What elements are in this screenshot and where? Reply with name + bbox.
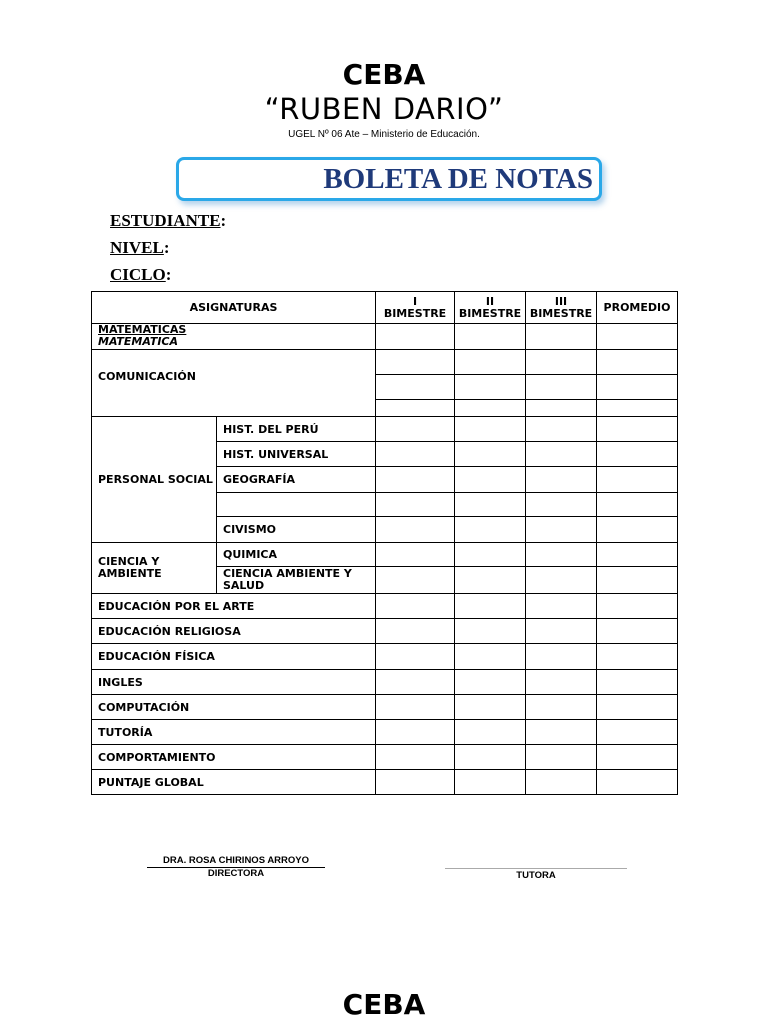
grade-cell[interactable]	[526, 324, 597, 350]
subject-matematicas	[92, 324, 376, 350]
grade-cell[interactable]	[376, 375, 455, 400]
subject-hist-peru: HIST. DEL PERÚ	[217, 417, 376, 442]
grade-cell[interactable]	[455, 517, 526, 543]
grade-cell[interactable]	[597, 350, 678, 375]
level-field	[110, 238, 170, 258]
grade-cell[interactable]	[526, 543, 597, 567]
tutor-role: TUTORA	[516, 870, 556, 881]
cycle-field	[110, 265, 171, 285]
grade-cell[interactable]	[526, 375, 597, 400]
subject-civismo: CIVISMO	[217, 517, 376, 543]
grade-cell[interactable]	[455, 770, 526, 795]
grade-cell[interactable]	[376, 350, 455, 375]
grade-cell[interactable]	[597, 400, 678, 417]
grade-cell[interactable]	[526, 619, 597, 644]
grade-cell[interactable]	[597, 493, 678, 517]
grade-cell[interactable]	[455, 745, 526, 770]
footer-school-name: CEBA	[342, 988, 426, 1021]
grade-cell[interactable]	[526, 517, 597, 543]
subject-ingles: INGLES	[92, 670, 376, 695]
subject-comportamiento: COMPORTAMIENTO	[92, 745, 376, 770]
table-row	[92, 644, 678, 670]
grade-cell[interactable]	[597, 567, 678, 594]
grade-cell[interactable]	[597, 417, 678, 442]
school-name: CEBA	[342, 58, 426, 91]
grade-cell[interactable]	[455, 594, 526, 619]
grade-cell[interactable]	[526, 442, 597, 467]
report-card-banner	[176, 157, 602, 201]
table-row	[92, 720, 678, 745]
grade-cell[interactable]	[526, 493, 597, 517]
grade-cell[interactable]	[376, 670, 455, 695]
grade-cell[interactable]	[526, 467, 597, 493]
grade-cell[interactable]	[455, 695, 526, 720]
grade-cell[interactable]	[597, 745, 678, 770]
grade-cell[interactable]	[526, 745, 597, 770]
grade-cell[interactable]	[376, 770, 455, 795]
grade-cell[interactable]	[455, 467, 526, 493]
grade-cell[interactable]	[455, 493, 526, 517]
grade-cell[interactable]	[455, 567, 526, 594]
grade-cell[interactable]	[526, 670, 597, 695]
subject-empty	[217, 493, 376, 517]
subject-tutoria: TUTORÍA	[92, 720, 376, 745]
grade-cell[interactable]	[597, 619, 678, 644]
grade-cell[interactable]	[455, 644, 526, 670]
table-row	[92, 350, 678, 375]
level-label: NIVEL	[110, 238, 164, 257]
grade-cell[interactable]	[526, 400, 597, 417]
grade-cell[interactable]	[526, 695, 597, 720]
subject-fisica: EDUCACIÓN FÍSICA	[92, 644, 376, 670]
grade-cell[interactable]	[376, 467, 455, 493]
grades-table	[91, 291, 678, 795]
grade-cell[interactable]	[597, 467, 678, 493]
grade-cell[interactable]	[526, 417, 597, 442]
grade-cell[interactable]	[455, 350, 526, 375]
grade-cell[interactable]	[376, 543, 455, 567]
subject-hist-universal: HIST. UNIVERSAL	[217, 442, 376, 467]
grade-cell[interactable]	[376, 517, 455, 543]
director-name: DRA. ROSA CHIRINOS ARROYO	[147, 855, 325, 868]
grade-cell[interactable]	[376, 400, 455, 417]
table-row	[92, 324, 678, 350]
grade-cell[interactable]	[526, 567, 597, 594]
student-name-field	[110, 211, 226, 231]
grade-cell[interactable]	[455, 720, 526, 745]
school-subtitle: UGEL Nº 06 Ate – Ministerio de Educación.	[288, 129, 480, 140]
grade-cell[interactable]	[455, 670, 526, 695]
area-personal-social: PERSONAL SOCIAL	[92, 417, 217, 543]
table-row	[92, 543, 678, 567]
table-header-row	[92, 292, 678, 324]
header-bimestre-1: I BIMESTRE	[376, 292, 455, 324]
subject-computacion: COMPUTACIÓN	[92, 695, 376, 720]
report-card-title: BOLETA DE NOTAS	[323, 163, 593, 195]
subject-ciencia-ambiente-salud: CIENCIA AMBIENTE Y SALUD	[217, 567, 376, 594]
header-bimestre-2: II BIMESTRE	[455, 292, 526, 324]
header-promedio: PROMEDIO	[597, 292, 678, 324]
school-title: “RUBEN DARIO”	[264, 92, 504, 126]
grade-cell[interactable]	[455, 619, 526, 644]
grade-cell[interactable]	[597, 695, 678, 720]
grade-cell[interactable]	[376, 720, 455, 745]
header-asignaturas: ASIGNATURAS	[92, 292, 376, 324]
grade-cell[interactable]	[376, 745, 455, 770]
student-name-label: ESTUDIANTE	[110, 211, 221, 230]
grade-cell[interactable]	[376, 644, 455, 670]
table-row	[92, 770, 678, 795]
grade-cell[interactable]	[597, 720, 678, 745]
table-row	[92, 670, 678, 695]
grade-cell[interactable]	[376, 619, 455, 644]
subject-religiosa: EDUCACIÓN RELIGIOSA	[92, 619, 376, 644]
subject-comunicacion: COMUNICACIÓN	[92, 350, 376, 417]
grade-cell[interactable]	[455, 400, 526, 417]
colon: :	[163, 238, 170, 257]
grade-cell[interactable]	[526, 644, 597, 670]
grade-cell[interactable]	[526, 350, 597, 375]
grade-cell[interactable]	[597, 594, 678, 619]
subject-puntaje-global: PUNTAJE GLOBAL	[92, 770, 376, 795]
grade-cell[interactable]	[376, 442, 455, 467]
table-row	[92, 619, 678, 644]
grade-cell[interactable]	[597, 770, 678, 795]
grade-cell[interactable]	[455, 442, 526, 467]
colon: :	[165, 265, 172, 284]
grade-cell[interactable]	[376, 695, 455, 720]
subject-geografia: GEOGRAFÍA	[217, 467, 376, 493]
grade-cell[interactable]	[526, 770, 597, 795]
grade-cell[interactable]	[455, 543, 526, 567]
table-row	[92, 745, 678, 770]
grade-cell[interactable]	[455, 375, 526, 400]
director-role: DIRECTORA	[207, 868, 265, 879]
grade-cell[interactable]	[376, 493, 455, 517]
area-ciencia-ambiente: CIENCIA Y AMBIENTE	[92, 543, 217, 594]
subject-quimica: QUIMICA	[217, 543, 376, 567]
cycle-label: CICLO	[110, 265, 166, 284]
director-signature	[147, 855, 325, 879]
colon: :	[220, 211, 227, 230]
grade-cell[interactable]	[526, 594, 597, 619]
grade-cell[interactable]	[597, 324, 678, 350]
grade-cell[interactable]	[455, 324, 526, 350]
grade-cell[interactable]	[597, 375, 678, 400]
table-row	[92, 594, 678, 619]
grade-cell[interactable]	[376, 567, 455, 594]
table-row	[92, 417, 678, 442]
table-row	[92, 695, 678, 720]
grade-cell[interactable]	[376, 594, 455, 619]
tutor-signature	[445, 868, 627, 881]
grade-cell[interactable]	[526, 720, 597, 745]
grade-cell[interactable]	[597, 442, 678, 467]
grade-cell[interactable]	[376, 417, 455, 442]
subject-label: MATEMATICA	[98, 335, 179, 348]
grade-cell[interactable]	[597, 517, 678, 543]
grade-cell[interactable]	[597, 644, 678, 670]
header-bimestre-3: III BIMESTRE	[526, 292, 597, 324]
grade-cell[interactable]	[455, 417, 526, 442]
subject-arte: EDUCACIÓN POR EL ARTE	[92, 594, 376, 619]
grade-cell[interactable]	[376, 324, 455, 350]
grade-cell[interactable]	[597, 670, 678, 695]
area-label: MATEMATICAS	[98, 323, 187, 336]
grade-cell[interactable]	[597, 543, 678, 567]
